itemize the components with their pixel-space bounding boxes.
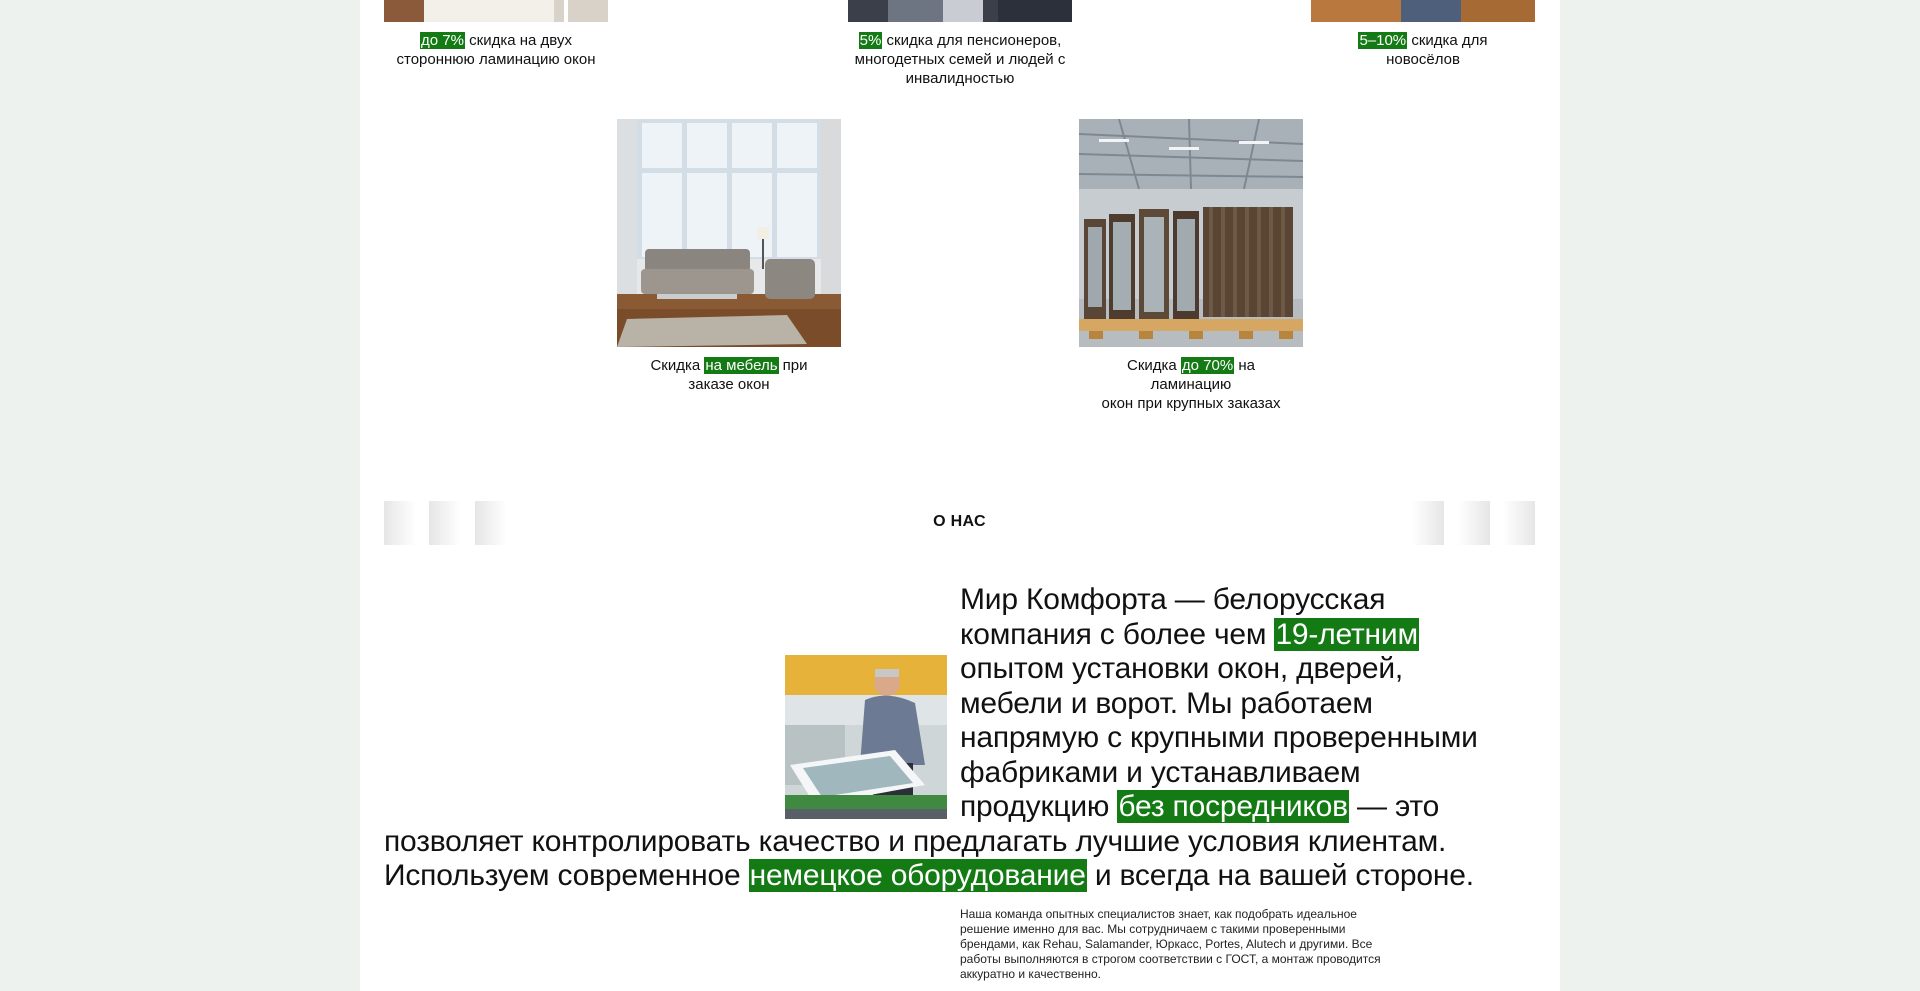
section-title: О НАС <box>933 513 986 530</box>
window-warehouse-photo <box>1079 119 1303 347</box>
discount-highlight: до 70% <box>1181 357 1234 374</box>
about-highlight: немецкое оборудование <box>749 859 1086 892</box>
discount-caption: 5–10% скидка для новосёлов <box>1359 32 1488 68</box>
discount-caption: 5% скидка для пенсионеров, многодетных семей и людей с инвалидностью <box>854 32 1066 87</box>
discount-highlight: 5% <box>859 32 882 49</box>
discount-caption: Скидка до 70% на ламинацию окон при крупных заказах <box>1101 357 1281 412</box>
discount-card-furniture[interactable] <box>617 119 841 394</box>
living-room-window-photo <box>617 119 841 347</box>
discount-card-newsettlers[interactable] <box>1311 0 1535 69</box>
about-description: Мир Комфорта — белорусская компания с более чем 19-летним опытом установки окон, дверей, мебели и ворот. Мы работаем напрямую с крупными проверенными фабриками и устанавливаем продукцию без посредников — это позволяет контролировать качество и предлагать лучшие условия клиентам. Используем современное немецкое оборудование и всегда на вашей стороне. <box>384 583 1478 892</box>
decorative-fade <box>1458 501 1490 545</box>
discount-card-pensioners[interactable] <box>848 0 1072 88</box>
decorative-fade <box>1412 501 1444 545</box>
discount-caption: Скидка на мебель при заказе окон <box>650 357 808 393</box>
discount-highlight: 5–10% <box>1359 32 1407 49</box>
discount-photo-pensioners <box>848 0 1072 22</box>
about-details: Наша команда опытных специалистов знает, как подобрать идеальное решение именно для вас. Мы сотрудничаем с такими проверенными брендами, как Rehau, Salamander, Юркасс, Portes, Alutech и другими. Все работы выполняются в строгом соответствии с ГОСТ, а монтаж проводится аккуратно и качественно. <box>960 907 1381 981</box>
about-highlight: 19-летним <box>1275 617 1418 651</box>
discount-card-bulk-lamination[interactable] <box>1079 119 1303 413</box>
about-highlight: без посредников <box>1118 790 1348 823</box>
discount-photo-lamination <box>384 0 608 22</box>
discount-card-lamination[interactable] <box>384 0 608 69</box>
about-section-header <box>384 501 1535 545</box>
discount-highlight: на мебель <box>705 357 778 374</box>
decorative-fade <box>1503 501 1535 545</box>
discount-highlight: до 7% <box>421 32 464 49</box>
page-content <box>360 0 1560 991</box>
discount-photo-newsettlers <box>1311 0 1535 22</box>
discount-caption: до 7% скидка на двух стороннюю ламинацию окон <box>396 32 596 68</box>
